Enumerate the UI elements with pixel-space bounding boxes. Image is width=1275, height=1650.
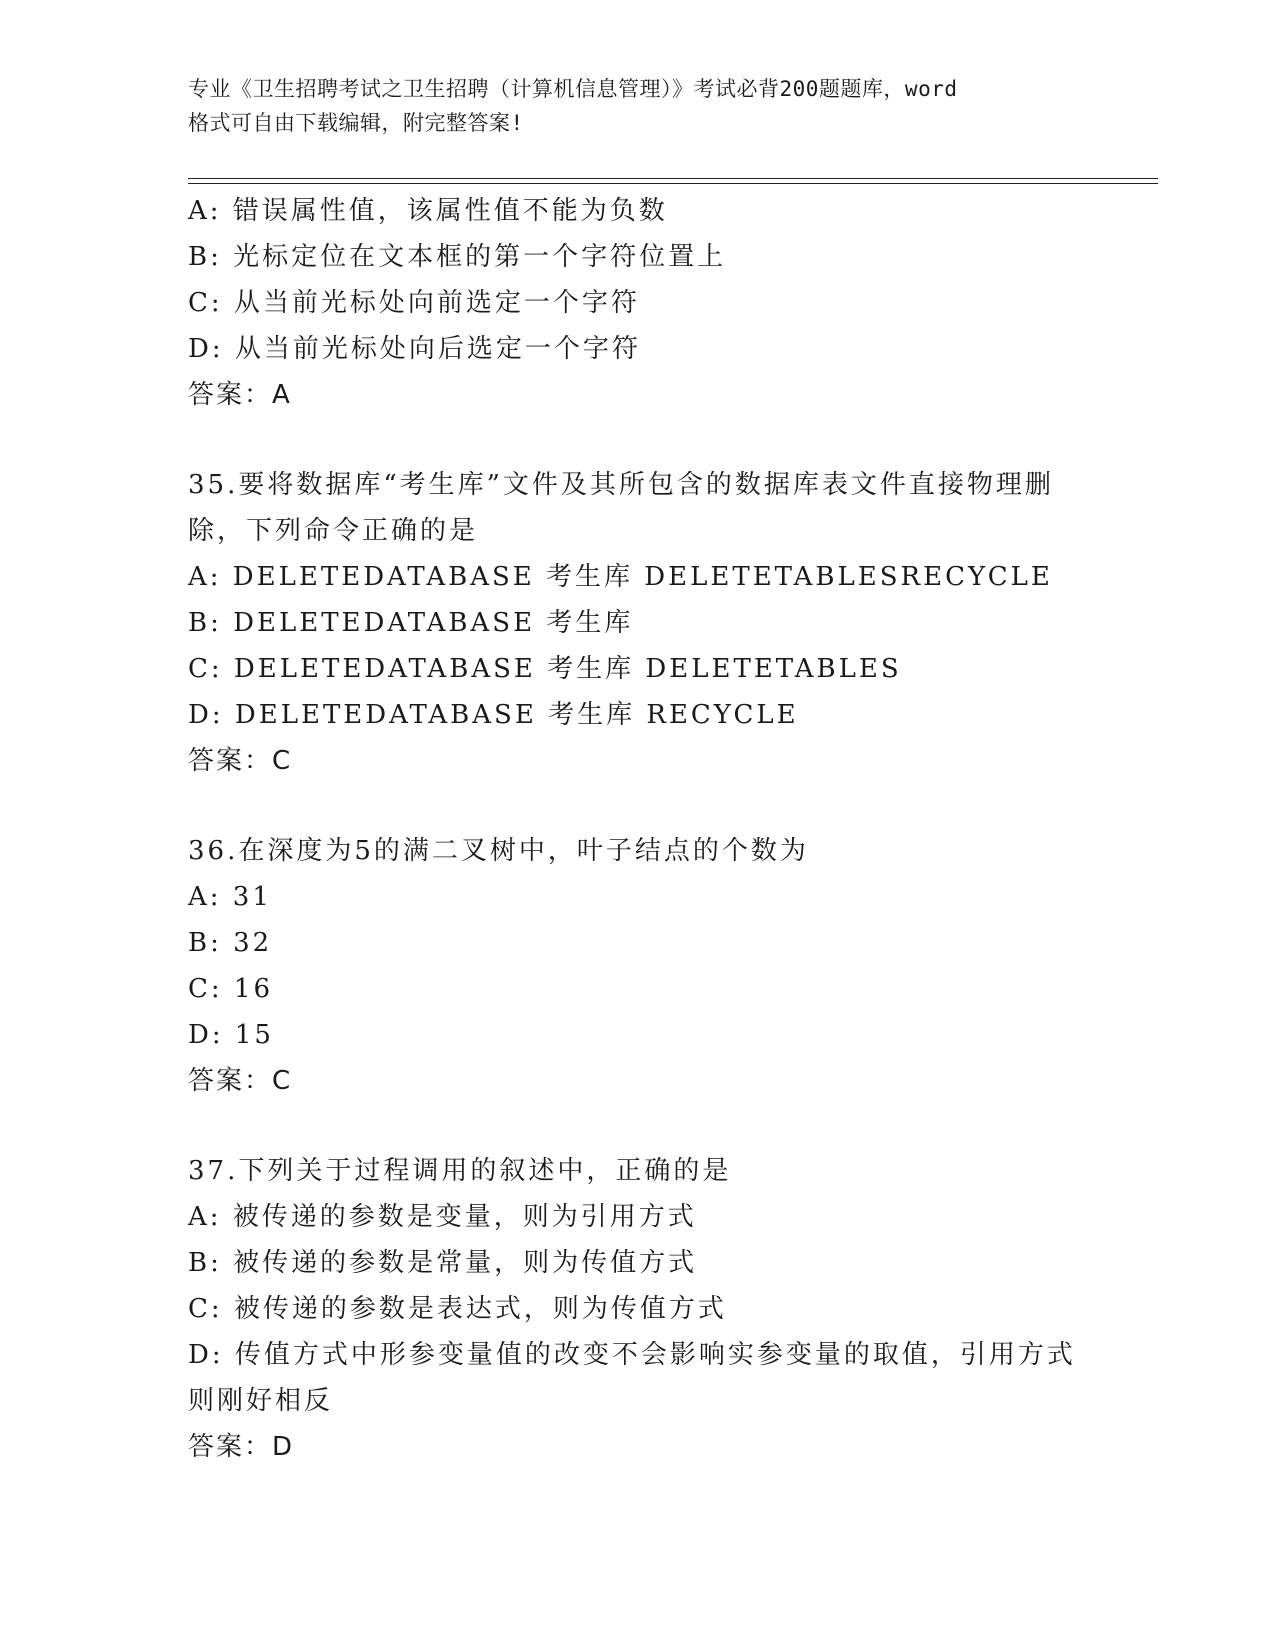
question-list [188,188,1088,1470]
answer-label: 答案：A [188,380,292,410]
spacer [188,784,1088,828]
option-b: B: 光标定位在文本框的第一个字符位置上 [188,242,727,272]
option-a: A: 被传递的参数是变量，则为引用方式 [188,1202,697,1232]
option-d: D: 从当前光标处向后选定一个字符 [188,334,641,364]
option-a: A: 31 [188,882,272,912]
option-d: D: 15 [188,1020,274,1050]
question-stem: 35.要将数据库“考生库”文件及其所包含的数据库表文件直接物理删 [188,470,1054,500]
option-b: B: 被传递的参数是常量，则为传值方式 [188,1248,698,1278]
question-stem: 36.在深度为5的满二叉树中，叶子结点的个数为 [188,836,809,866]
option-d: D: 传值方式中形参变量值的改变不会影响实参变量的取值，引用方式 [188,1340,1076,1370]
answer-label: 答案：C [188,746,293,776]
spacer [188,1104,1088,1148]
option-c: C: 被传递的参数是表达式，则为传值方式 [188,1294,727,1324]
option-b: B: 32 [188,928,273,958]
option-b: B: DELETEDATABASE 考生库 [188,608,634,638]
answer-label: 答案：D [188,1432,295,1462]
answer-label: 答案：C [188,1066,293,1096]
header-title-line-1: 专业《卫生招聘考试之卫生招聘（计算机信息管理）》考试必背200题题库，word [188,77,958,101]
header-divider-top [188,178,1158,179]
header-title-line-2: 格式可自由下载编辑，附完整答案! [188,111,524,135]
question-34-options [188,188,1088,418]
header-divider-bottom [188,183,1158,184]
spacer [188,418,1088,462]
option-c: C: 16 [188,974,274,1004]
question-stem-continued: 除，下列命令正确的是 [188,516,479,546]
document-header [188,72,1088,140]
option-a: A: 错误属性值，该属性值不能为负数 [188,196,668,226]
question-36 [188,828,1088,1104]
option-d: D: DELETEDATABASE 考生库 RECYCLE [188,700,799,730]
option-a: A: DELETEDATABASE 考生库 DELETETABLESRECYCLE [188,562,1053,592]
question-35 [188,462,1088,784]
option-c: C: DELETEDATABASE 考生库 DELETETABLES [188,654,902,684]
question-stem: 37.下列关于过程调用的叙述中，正确的是 [188,1156,732,1186]
option-c: C: 从当前光标处向前选定一个字符 [188,288,640,318]
option-d-continued: 则刚好相反 [188,1386,334,1416]
question-37 [188,1148,1088,1470]
